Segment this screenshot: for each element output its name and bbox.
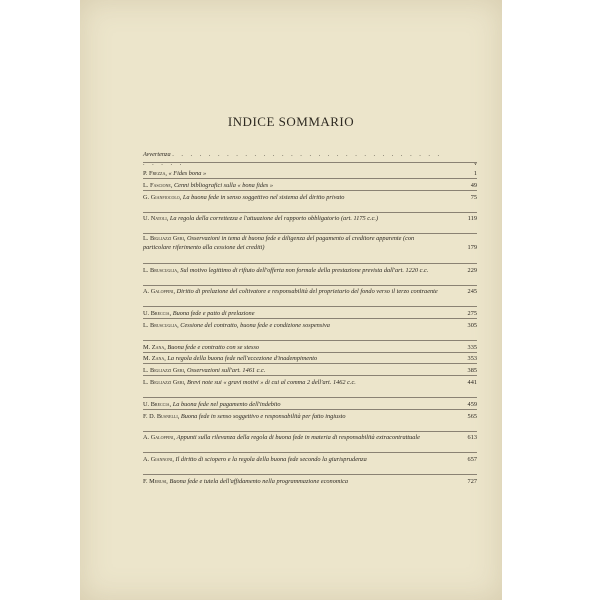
divider (143, 363, 477, 364)
toc-entry (143, 321, 477, 330)
entry-page: 353 (467, 355, 477, 362)
divider (143, 397, 477, 398)
entry-author: L. Bigliazzi Geri, (143, 379, 186, 386)
divider (143, 375, 477, 376)
entry-author: G. Gianfiocolo, (143, 194, 182, 201)
entry-work: Buona fede e tutela dell'affidamento nella programmazione economica (169, 478, 349, 485)
entry-work: Diritto di prelazione del coltivatore e responsabilità del proprietario del fondo verso il terzo contraente (176, 288, 438, 295)
entry-page: 613 (467, 434, 477, 441)
entry-work: Buona fede e contratto con se stesso (167, 344, 260, 351)
divider (143, 431, 477, 432)
entry-author: L. Bigliazzi Geri, (143, 235, 186, 242)
toc-entry (143, 287, 477, 296)
entry-page: 245 (467, 288, 477, 295)
entry-author: U. Breccia, (143, 401, 172, 408)
toc-entry (143, 343, 477, 352)
entry-page: 49 (470, 182, 477, 189)
entry-page: 75 (470, 194, 477, 201)
toc-entry (143, 400, 477, 409)
entry-page: 119 (467, 215, 477, 222)
entry-work: « Fides bona » (168, 170, 207, 177)
entry-work: Cessione del contratto, buona fede e condizione sospensiva (180, 322, 330, 329)
divider (143, 285, 477, 286)
entry-author: A. Galoppini, (143, 434, 176, 441)
divider (143, 190, 477, 191)
entry-author: L. Bruscuglia, (143, 322, 179, 329)
toc-entry (143, 234, 477, 252)
entry-page: 1 (473, 170, 477, 177)
entry-author: L. Bigliazzi Geri, (143, 367, 186, 374)
entry-author: L. Fascione, (143, 182, 173, 189)
entry-author: F. Merusi, (143, 478, 168, 485)
entry-work: La regola della correttezza e l'attuazione del rapporto obbligatorio (art. 1175 c.c.) (169, 215, 379, 222)
entry-author: U. Breccia, (143, 310, 172, 317)
entry-author: M. Zana, (143, 344, 166, 351)
toc-entry-avvertenza: Avvertenza . . . . . . . . . . . . . . . . . . . . . . . . . . . . . . . . . . . v (143, 151, 477, 167)
entry-page: 657 (467, 456, 477, 463)
page-title: INDICE SOMMARIO (227, 114, 355, 129)
toc-entry (143, 309, 477, 318)
divider (143, 306, 477, 307)
toc-entry (143, 181, 477, 190)
divider (143, 178, 477, 179)
toc-entry (143, 193, 477, 202)
divider (143, 452, 477, 453)
entry-page: 459 (467, 401, 477, 408)
toc-entry (143, 378, 477, 387)
entry-work: Buona fede e patto di prelazione (172, 310, 255, 317)
entry-page: 441 (467, 379, 477, 386)
entry-author: U. Natoli, (143, 215, 169, 222)
entry-work: La buona fede nel pagamento dell'indebito (172, 401, 281, 408)
entry-work: Avvertenza (143, 151, 171, 158)
toc-entry (143, 354, 477, 363)
divider (143, 318, 477, 319)
entry-page: 179 (467, 244, 477, 251)
entry-work: Sul motivo legittimo di rifiuto dell'offerta non formale della prestazione prevista dall'art. 1220 c.c. (180, 267, 429, 274)
divider (143, 212, 477, 213)
entry-author: A. Galoppini, (143, 288, 176, 295)
entry-author: L. Bruscuglia, (143, 267, 179, 274)
divider (143, 340, 477, 341)
entry-author: A. Giannoni, (143, 456, 174, 463)
toc-entry (143, 266, 477, 275)
book-page (80, 0, 502, 600)
entry-page: 385 (467, 367, 477, 374)
toc-entry (143, 455, 477, 464)
divider (143, 352, 477, 353)
entry-page: 565 (467, 413, 477, 420)
entry-work: Appunti sulla rilevanza della regola di buona fede in materia di responsabilità extracontrattuale (176, 434, 420, 441)
entry-page: 335 (467, 344, 477, 351)
entry-page: 727 (467, 478, 477, 485)
entry-work: Il diritto di sciopero e la regola della buona fede secondo la giurisprudenza (175, 456, 367, 463)
entry-work: Osservazioni in tema di buona fede e diligenza del pagamento al creditore apparente (con particolare riferimento alla cessione dei crediti) (143, 235, 415, 251)
entry-page: 305 (467, 322, 477, 329)
entry-page: 229 (467, 267, 477, 274)
entry-page: v (473, 160, 477, 167)
entry-work: La buona fede in senso soggettivo nel sistema del diritto privato (182, 194, 345, 201)
toc-entry (143, 366, 477, 375)
toc-entry (143, 412, 477, 421)
entry-author: M. Zana, (143, 355, 166, 362)
entry-author: P. Frezza, (143, 170, 167, 177)
entry-work: Osservazioni sull'art. 1461 c.c. (187, 367, 266, 374)
divider (143, 409, 477, 410)
divider (143, 162, 477, 163)
toc-entry (143, 433, 477, 442)
toc-entry (143, 477, 477, 486)
toc-entry (143, 214, 477, 223)
divider (143, 263, 477, 264)
entry-author: F. D. Busnelli, (143, 413, 180, 420)
toc-entry (143, 169, 477, 178)
entry-work: La regola della buona fede nell'eccezione d'inadempimento (167, 355, 318, 362)
entry-work: Cenni bibliografici sulla « bona fides » (173, 182, 273, 189)
divider (143, 474, 477, 475)
entry-work: Brevi note sui « gravi motivi » di cui al comma 2 dell'art. 1462 c.c. (187, 379, 356, 386)
entry-work: Buona fede in senso soggettivo e responsabilità per fatto ingiusto (180, 413, 346, 420)
entry-page: 275 (467, 310, 477, 317)
